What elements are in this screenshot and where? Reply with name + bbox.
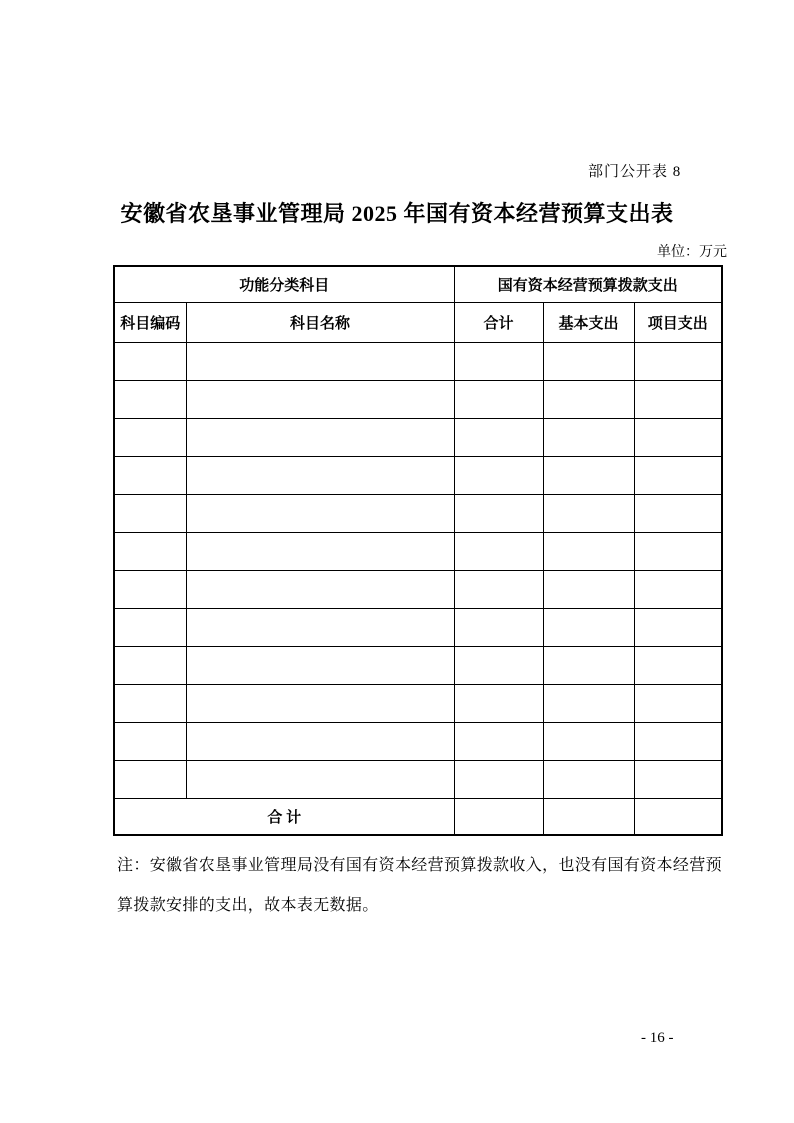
empty-cell	[543, 342, 634, 380]
empty-cell	[186, 418, 454, 456]
empty-cell	[454, 456, 543, 494]
empty-cell	[186, 608, 454, 646]
empty-cell	[114, 494, 186, 532]
empty-cell	[454, 646, 543, 684]
total-row-total-value	[454, 798, 543, 835]
empty-cell	[186, 722, 454, 760]
header-subject-code: 科目编码	[114, 302, 186, 342]
empty-cell	[543, 608, 634, 646]
empty-cell	[543, 456, 634, 494]
empty-cell	[186, 494, 454, 532]
empty-cell	[543, 570, 634, 608]
table-row	[114, 494, 722, 532]
empty-cell	[114, 608, 186, 646]
page-number: - 16 -	[641, 1030, 674, 1046]
total-row-project-value	[634, 798, 722, 835]
empty-cell	[634, 570, 722, 608]
empty-cell	[634, 418, 722, 456]
table-note	[117, 846, 723, 926]
empty-cell	[634, 532, 722, 570]
empty-cell	[634, 380, 722, 418]
empty-cell	[454, 380, 543, 418]
empty-cell	[543, 684, 634, 722]
empty-cell	[543, 418, 634, 456]
note-line-2: 算拨款安排的支出，故本表无数据。	[117, 897, 379, 914]
unit-label: 单位：万元	[657, 245, 727, 260]
empty-cell	[186, 342, 454, 380]
table-row	[114, 646, 722, 684]
empty-cell	[186, 532, 454, 570]
table-row	[114, 684, 722, 722]
empty-cell	[634, 456, 722, 494]
empty-cell	[186, 646, 454, 684]
table-body	[114, 342, 722, 798]
header-subject-name: 科目名称	[186, 302, 454, 342]
empty-cell	[454, 418, 543, 456]
header-group-row	[114, 266, 722, 302]
empty-cell	[186, 570, 454, 608]
total-row-label: 合 计	[114, 798, 454, 835]
doc-public-table-label: 部门公开表 8	[588, 164, 682, 180]
empty-cell	[114, 532, 186, 570]
empty-cell	[186, 760, 454, 798]
empty-cell	[454, 570, 543, 608]
page-title: 安徽省农垦事业管理局 2025 年国有资本经营预算支出表	[120, 201, 674, 226]
budget-table	[113, 265, 723, 836]
empty-cell	[114, 722, 186, 760]
empty-cell	[186, 456, 454, 494]
empty-cell	[634, 684, 722, 722]
empty-cell	[543, 722, 634, 760]
empty-cell	[114, 418, 186, 456]
empty-cell	[454, 722, 543, 760]
table-row	[114, 608, 722, 646]
empty-cell	[634, 722, 722, 760]
empty-cell	[454, 608, 543, 646]
empty-cell	[114, 684, 186, 722]
empty-cell	[634, 760, 722, 798]
total-row	[114, 798, 722, 835]
table-row	[114, 380, 722, 418]
total-row-basic-value	[543, 798, 634, 835]
empty-cell	[186, 684, 454, 722]
header-project-expenditure: 项目支出	[634, 302, 722, 342]
header-cols-row	[114, 302, 722, 342]
empty-cell	[454, 760, 543, 798]
empty-cell	[543, 494, 634, 532]
empty-cell	[543, 646, 634, 684]
table-row	[114, 570, 722, 608]
header-total: 合计	[454, 302, 543, 342]
table-row	[114, 722, 722, 760]
empty-cell	[543, 532, 634, 570]
empty-cell	[114, 570, 186, 608]
header-function-classification: 功能分类科目	[114, 266, 454, 302]
empty-cell	[634, 608, 722, 646]
empty-cell	[634, 494, 722, 532]
note-line-1: 注：安徽省农垦事业管理局没有国有资本经营预算拨款收入，也没有国有资本经营预	[117, 857, 722, 874]
empty-cell	[114, 760, 186, 798]
empty-cell	[454, 684, 543, 722]
empty-cell	[634, 342, 722, 380]
empty-cell	[114, 456, 186, 494]
empty-cell	[114, 646, 186, 684]
empty-cell	[186, 380, 454, 418]
table-row	[114, 342, 722, 380]
table-row	[114, 760, 722, 798]
table-row	[114, 456, 722, 494]
empty-cell	[634, 646, 722, 684]
table-row	[114, 418, 722, 456]
table-row	[114, 532, 722, 570]
empty-cell	[543, 380, 634, 418]
empty-cell	[114, 380, 186, 418]
empty-cell	[114, 342, 186, 380]
header-state-capital-budget-expenditure: 国有资本经营预算拨款支出	[454, 266, 722, 302]
empty-cell	[454, 494, 543, 532]
empty-cell	[454, 342, 543, 380]
header-basic-expenditure: 基本支出	[543, 302, 634, 342]
empty-cell	[454, 532, 543, 570]
empty-cell	[543, 760, 634, 798]
